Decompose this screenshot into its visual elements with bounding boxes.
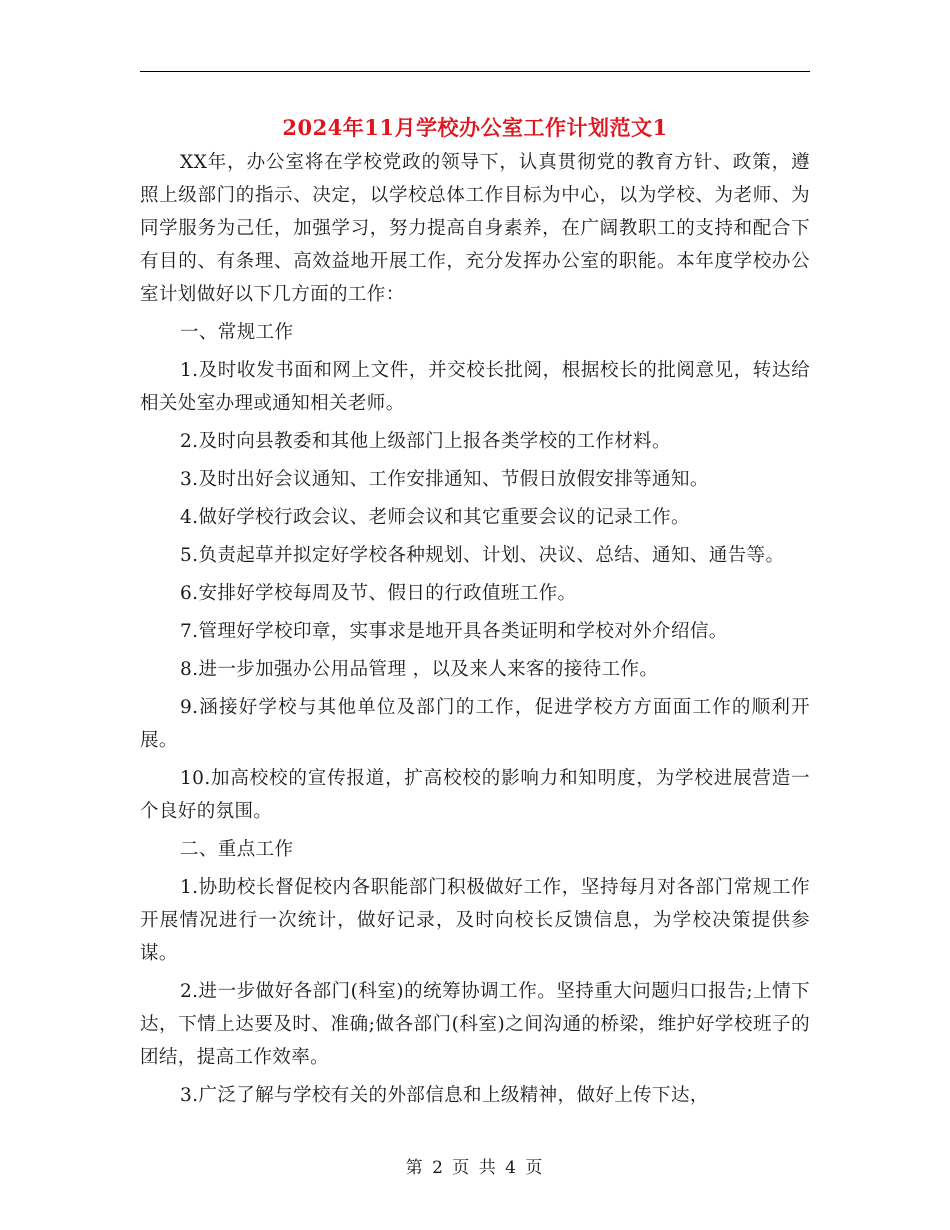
list-item: 4.做好学校行政会议、老师会议和其它重要会议的记录工作。 — [180, 507, 690, 528]
list-item: 2.进一步做好各部门(科室)的统筹协调工作。坚持重大问题归口报告;上情下达，下情上达要及时、准确;做各部门(科室)之间沟通的桥梁，维护好学校班子的团结，提高工作效率。 — [140, 981, 810, 1068]
section-heading: 二、重点工作 — [180, 839, 294, 860]
page-number-footer: 第 2 页 共 4 页 — [405, 1158, 545, 1178]
list-item: 6.安排好学校每周及节、假日的行政值班工作。 — [180, 583, 577, 604]
section-heading: 一、常规工作 — [180, 322, 294, 343]
list-item: 5.负责起草并拟定好学校各种规划、计划、决议、总结、通知、通告等。 — [180, 545, 785, 566]
intro-paragraph: XX年，办公室将在学校党政的领导下，认真贯彻党的教育方针、政策，遵照上级部门的指示、决定，以学校总体工作目标为中心，以为学校、为老师、为同学服务为己任，加强学习，努力提高自身素养，在广阔教职工的支持和配合下有目的、有条理、高效益地开展工作，充分发挥办公室的职能。本年度学校办公室计划做好以下几方面的工作： — [140, 152, 810, 305]
header-rule — [140, 71, 810, 72]
list-item: 3.广泛了解与学校有关的外部信息和上级精神，做好上传下达， — [180, 1085, 709, 1106]
list-item: 2.及时向县教委和其他上级部门上报各类学校的工作材料。 — [180, 431, 671, 452]
document-body — [140, 146, 810, 1117]
list-item: 1.协助校长督促校内各职能部门积极做好工作，坚持每月对各部门常规工作开展情况进行一次统计，做好记录，及时向校长反馈信息，为学校决策提供参谋。 — [140, 877, 810, 964]
list-item: 7.管理好学校印章，实事求是地开具各类证明和学校对外介绍信。 — [180, 621, 728, 642]
list-item: 1.及时收发书面和网上文件，并交校长批阅，根据校长的批阅意见，转达给相关处室办理或通知相关老师。 — [140, 360, 810, 414]
document-title: 2024年11月学校办公室工作计划范文1 — [282, 115, 668, 140]
list-item: 3.及时出好会议通知、工作安排通知、节假日放假安排等通知。 — [180, 469, 709, 490]
list-item: 10.加高校校的宣传报道，扩高校校的影响力和知明度，为学校进展营造一个良好的氛围。 — [140, 768, 810, 822]
list-item: 8.进一步加强办公用品管理 ，以及来人来客的接待工作。 — [180, 659, 659, 680]
list-item: 9.涵接好学校与其他单位及部门的工作，促进学校方方面面工作的顺利开展。 — [140, 697, 810, 751]
